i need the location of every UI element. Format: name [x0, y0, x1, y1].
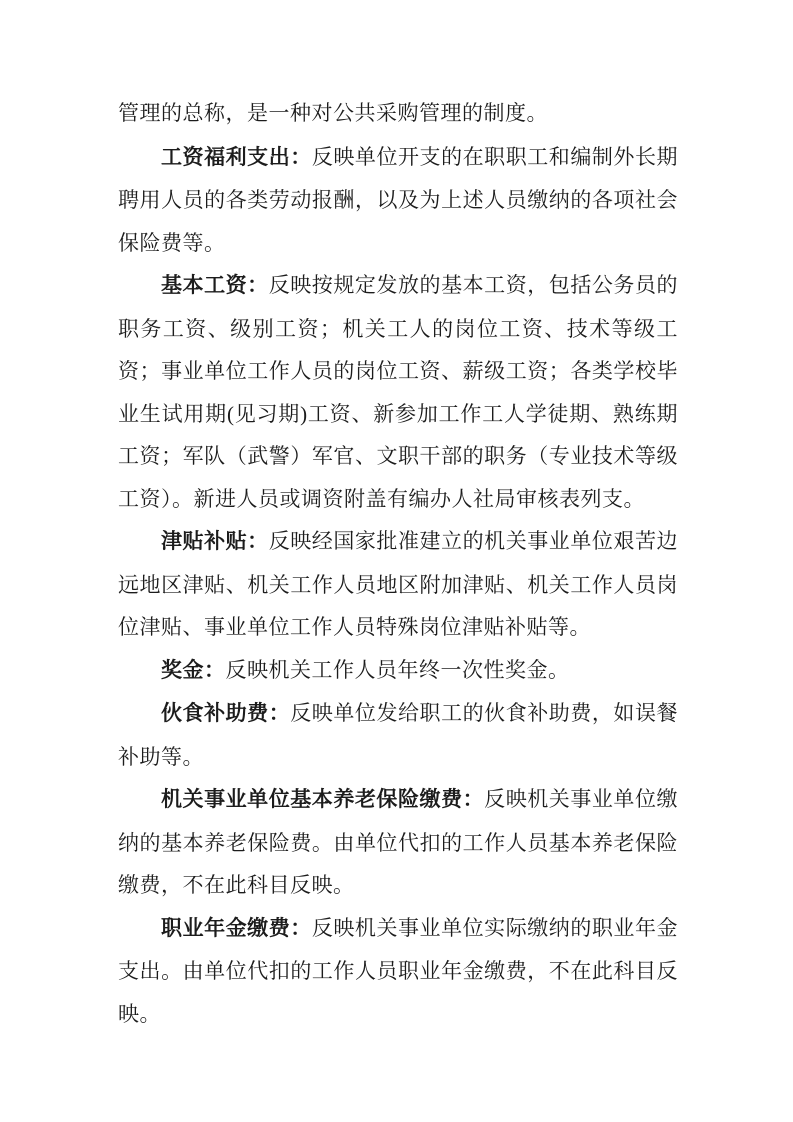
paragraph	[118, 778, 678, 907]
paragraph	[118, 136, 678, 265]
paragraph-text: 反映机关事业单位实际缴纳的职业年金支出。由单位代扣的工作人员职业年金缴费，不在此科目反映。	[118, 915, 679, 1026]
document-content	[118, 92, 678, 1035]
paragraph-text: 反映经国家批准建立的机关事业单位艰苦边远地区津贴、机关工作人员地区附加津贴、机关工作人员岗位津贴、事业单位工作人员特殊岗位津贴补贴等。	[118, 529, 678, 639]
paragraph	[118, 692, 678, 778]
paragraph-text: 管理的总称，是一种对公共采购管理的制度。	[118, 101, 548, 125]
paragraph	[118, 907, 678, 1036]
paragraph	[118, 264, 678, 520]
term-label: 工资福利支出：	[161, 145, 312, 169]
term-label: 职业年金缴费：	[161, 916, 312, 940]
term-label: 伙食补助费：	[161, 702, 291, 725]
term-label: 津贴补贴：	[161, 530, 269, 553]
paragraph-text: 反映机关事业单位缴纳的基本养老保险费。由单位代扣的工作人员基本养老保险缴费，不在此科目反映。	[118, 787, 679, 897]
paragraph-text: 反映单位发给职工的伙食补助费，如误餐补助等。	[118, 701, 679, 769]
paragraph-text: 反映机关工作人员年终一次性奖金。	[225, 657, 570, 682]
term-label: 机关事业单位基本养老保险缴费：	[161, 788, 485, 811]
paragraph	[118, 649, 678, 693]
paragraph-text: 反映按规定发放的基本工资，包括公务员的职务工资、级别工资；机关工人的岗位工资、技术等级工资；事业单位工作人员的岗位工资、薪级工资；各类学校毕业生试用期(见习期)工资、新参加工作工人学徒期、熟练期工资；军队（武警）军官、文职干部的职务（专业技术等级工资）。新进人员或调资附盖有编办人社局审核表列支。	[118, 273, 678, 511]
term-label: 奖金：	[161, 658, 226, 682]
paragraph	[118, 520, 678, 649]
term-label: 基本工资：	[161, 274, 269, 297]
paragraph	[118, 92, 678, 136]
paragraph-text: 反映单位开支的在职职工和编制外长期聘用人员的各类劳动报酬，以及为上述人员缴纳的各项社会保险费等。	[118, 144, 679, 255]
